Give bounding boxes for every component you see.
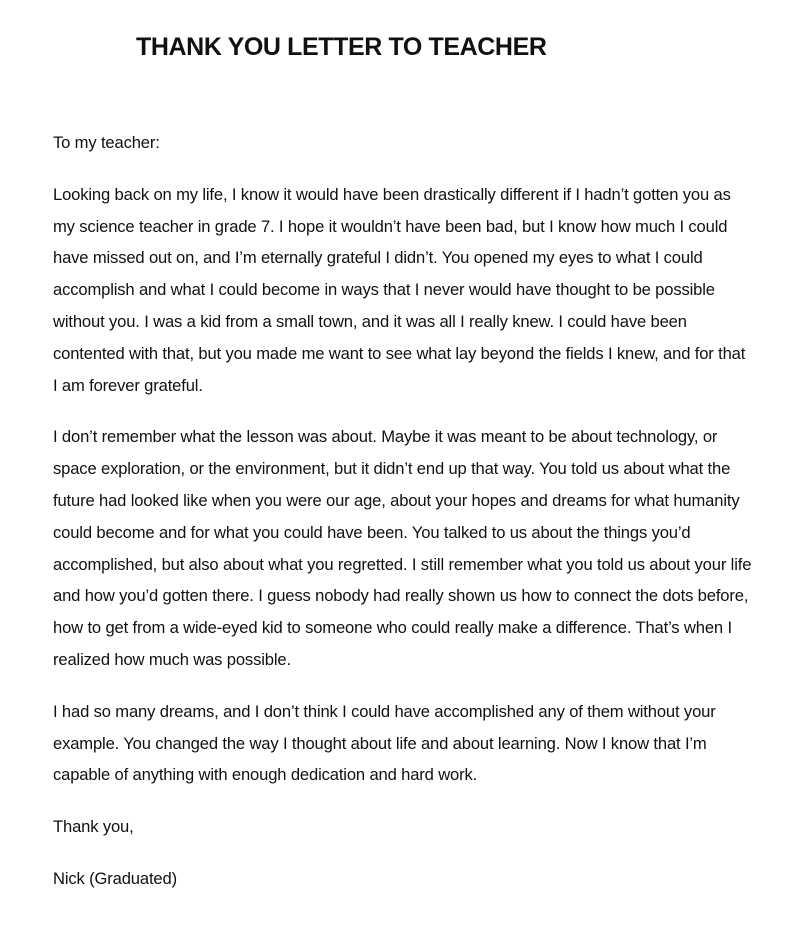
document-title: THANK YOU LETTER TO TEACHER: [136, 33, 547, 61]
letter-paragraph-2: I don’t remember what the lesson was about. Maybe it was meant to be about technology, or space exploration, or the environment, but it didn’t end up that way. You told us about what the future had looked like when you were our age, about your hopes and dreams for what humanity could become and for what you could have been. You talked to us about the things you’d accomplished, but also about what you regretted. I still remember what you told us about your life and how you’d gotten there. I guess nobody had really shown us how to connect the dots before, how to get from a wide-eyed kid to someone who could really make a difference. That’s when I realized how much was possible.: [53, 427, 752, 669]
letter-paragraph-1: Looking back on my life, I know it would have been drastically different if I hadn’t gotten you as my science teacher in grade 7. I hope it wouldn’t have been bad, but I know how much I could have missed out on, and I’m eternally grateful I didn’t. You opened my eyes to what I could accomplish and what I could become in ways that I never would have thought to be possible without you. I was a kid from a small town, and it was all I really knew. I could have been contented with that, but you made me want to see what lay beyond the fields I knew, and for that I am forever grateful.: [53, 184, 746, 395]
letter-paragraph-3: I had so many dreams, and I don’t think I could have accomplished any of them without your example. You changed the way I thought about life and about learning. Now I know that I’m capable of anything with enough dedication and hard work.: [53, 701, 716, 785]
letter-signature: Nick (Graduated): [53, 868, 177, 888]
letter-body: [53, 127, 753, 895]
letter-salutation: To my teacher:: [53, 133, 160, 152]
letter-closing: Thank you,: [53, 817, 134, 837]
